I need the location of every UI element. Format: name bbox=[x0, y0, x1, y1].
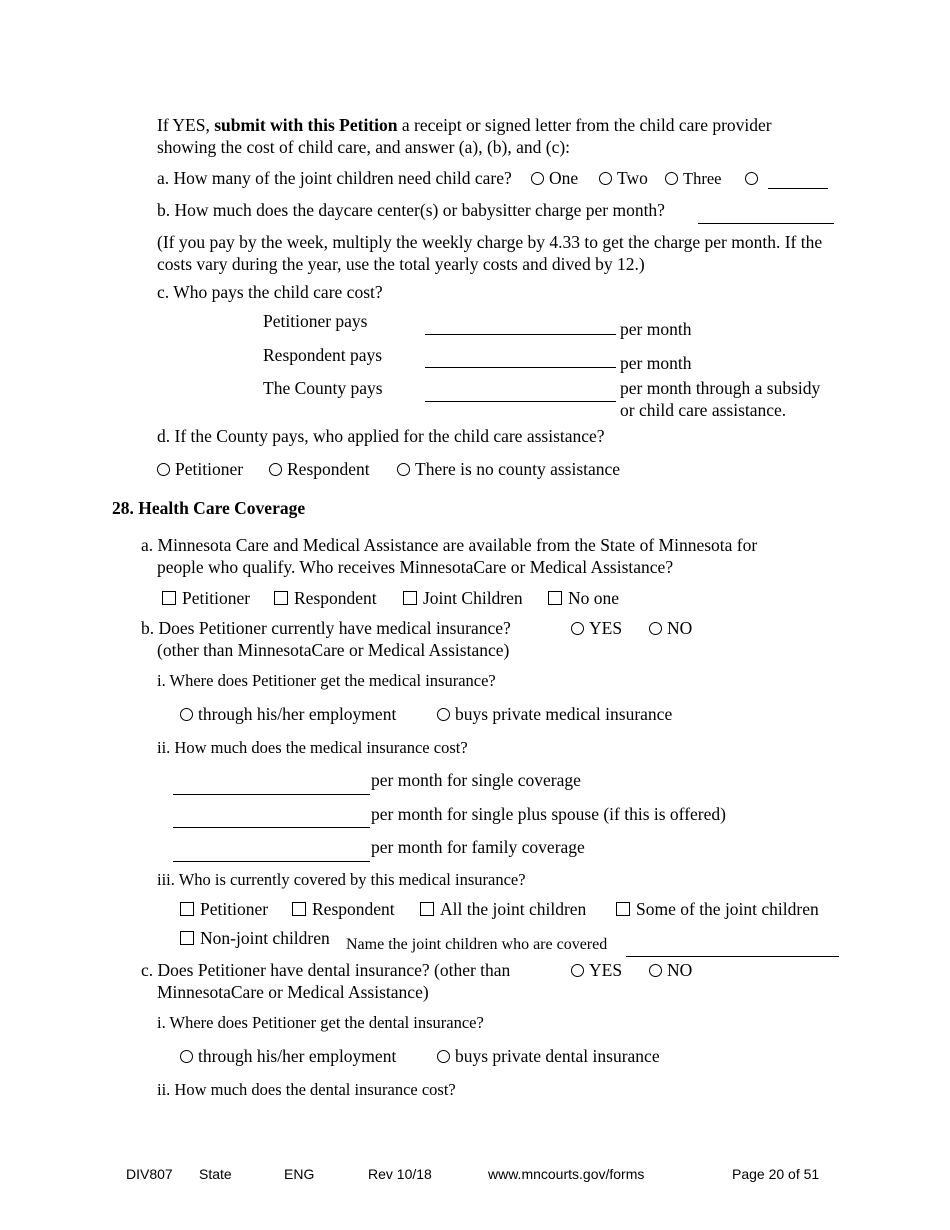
health-a-line-1: a. Minnesota Care and Medical Assistance are available from the State of Minnesota for bbox=[141, 535, 758, 555]
dental-ii-question: ii. How much does the dental insurance cost? bbox=[157, 1080, 456, 1099]
checkbox-covered-non-joint[interactable]: Non-joint children bbox=[180, 927, 330, 949]
county-pays-label: The County pays bbox=[263, 378, 383, 398]
radio-other[interactable] bbox=[745, 167, 763, 189]
dental-c-line-1: c. Does Petitioner have dental insurance? (other than bbox=[141, 960, 511, 980]
checkbox-icon bbox=[162, 591, 176, 605]
radio-circle-icon bbox=[180, 708, 193, 721]
radio-medical-employment[interactable]: through his/her employment bbox=[180, 703, 396, 725]
radio-circle-icon bbox=[599, 172, 612, 185]
health-b-line-2: (other than MinnesotaCare or Medical Assistance) bbox=[157, 640, 510, 660]
radio-dental-private[interactable]: buys private dental insurance bbox=[437, 1045, 660, 1067]
checkbox-icon bbox=[274, 591, 288, 605]
footer-form-number: DIV807 bbox=[126, 1166, 173, 1182]
medical-ii-question: ii. How much does the medical insurance cost? bbox=[157, 738, 468, 757]
medical-iii-question: iii. Who is currently covered by this medical insurance? bbox=[157, 870, 526, 889]
radio-circle-icon bbox=[157, 463, 170, 476]
single-coverage-label: per month for single coverage bbox=[371, 770, 581, 790]
petitioner-pays-field[interactable] bbox=[425, 334, 616, 335]
radio-circle-icon bbox=[437, 1050, 450, 1063]
petitioner-pays-label: Petitioner pays bbox=[263, 311, 368, 331]
checkbox-icon bbox=[548, 591, 562, 605]
question-d: d. If the County pays, who applied for the child care assistance? bbox=[157, 426, 605, 446]
radio-medical-no[interactable]: NO bbox=[649, 617, 692, 639]
question-a: a. How many of the joint children need child care? bbox=[157, 168, 512, 188]
health-a-line-2: people who qualify. Who receives MinnesotaCare or Medical Assistance? bbox=[157, 557, 674, 577]
checkbox-respondent-mncare[interactable]: Respondent bbox=[274, 587, 377, 609]
radio-circle-icon bbox=[397, 463, 410, 476]
checkbox-covered-petitioner[interactable]: Petitioner bbox=[180, 898, 268, 920]
family-coverage-field[interactable] bbox=[173, 861, 370, 862]
checkbox-icon bbox=[403, 591, 417, 605]
intro-line-1: If YES, submit with this Petition a receipt or signed letter from the child care provider bbox=[157, 115, 772, 135]
dental-i-question: i. Where does Petitioner get the dental insurance? bbox=[157, 1013, 484, 1032]
radio-one[interactable]: One bbox=[531, 167, 578, 189]
checkbox-icon bbox=[420, 902, 434, 916]
respondent-pays-field[interactable] bbox=[425, 367, 616, 368]
radio-medical-yes[interactable]: YES bbox=[571, 617, 622, 639]
dental-c-line-2: MinnesotaCare or Medical Assistance) bbox=[157, 982, 429, 1002]
checkbox-icon bbox=[180, 902, 194, 916]
radio-circle-icon bbox=[571, 964, 584, 977]
footer-state: State bbox=[199, 1166, 232, 1182]
radio-circle-icon bbox=[269, 463, 282, 476]
county-pays-field[interactable] bbox=[425, 401, 616, 402]
footer-language: ENG bbox=[284, 1166, 315, 1182]
footer-revision: Rev 10/18 bbox=[368, 1166, 432, 1182]
single-plus-spouse-field[interactable] bbox=[173, 827, 370, 828]
radio-two[interactable]: Two bbox=[599, 167, 648, 189]
radio-circle-icon bbox=[745, 172, 758, 185]
checkbox-covered-respondent[interactable]: Respondent bbox=[292, 898, 395, 920]
covered-children-label: Name the joint children who are covered bbox=[346, 936, 608, 953]
radio-three[interactable]: Three bbox=[665, 168, 721, 190]
other-count-field[interactable] bbox=[768, 188, 828, 189]
county-pays-suffix: per month through a subsidy bbox=[620, 378, 821, 398]
checkbox-icon bbox=[180, 931, 194, 945]
radio-circle-icon bbox=[437, 708, 450, 721]
single-coverage-field[interactable] bbox=[173, 794, 370, 795]
radio-circle-icon bbox=[180, 1050, 193, 1063]
family-coverage-label: per month for family coverage bbox=[371, 837, 585, 857]
checkbox-covered-some-joint[interactable]: Some of the joint children bbox=[616, 898, 819, 920]
radio-petitioner-applied[interactable]: Petitioner bbox=[157, 458, 243, 480]
footer-page-number: Page 20 of 51 bbox=[732, 1166, 820, 1182]
checkbox-joint-children-mncare[interactable]: Joint Children bbox=[403, 587, 523, 609]
respondent-pays-label: Respondent pays bbox=[263, 345, 383, 365]
question-c: c. Who pays the child care cost? bbox=[157, 282, 383, 302]
checkbox-covered-all-joint[interactable]: All the joint children bbox=[420, 898, 586, 920]
weekly-note-line-2: costs vary during the year, use the total yearly costs and dived by 12.) bbox=[157, 254, 645, 274]
respondent-pays-suffix: per month bbox=[620, 353, 692, 373]
intro-line-2: showing the cost of child care, and answer (a), (b), and (c): bbox=[157, 137, 571, 157]
section-28-heading: 28. Health Care Coverage bbox=[112, 498, 306, 518]
footer-url[interactable]: www.mncourts.gov/forms bbox=[488, 1166, 645, 1182]
checkbox-icon bbox=[616, 902, 630, 916]
daycare-charge-field[interactable] bbox=[698, 223, 834, 224]
radio-medical-private[interactable]: buys private medical insurance bbox=[437, 703, 672, 725]
radio-dental-employment[interactable]: through his/her employment bbox=[180, 1045, 396, 1067]
radio-dental-no[interactable]: NO bbox=[649, 959, 692, 981]
checkbox-icon bbox=[292, 902, 306, 916]
weekly-note-line-1: (If you pay by the week, multiply the weekly charge by 4.33 to get the charge per month. If the bbox=[157, 232, 823, 252]
intro-emphasis: submit with this Petition bbox=[214, 115, 398, 135]
radio-no-county-assistance[interactable]: There is no county assistance bbox=[397, 458, 620, 480]
radio-dental-yes[interactable]: YES bbox=[571, 959, 622, 981]
radio-circle-icon bbox=[649, 622, 662, 635]
petitioner-pays-suffix: per month bbox=[620, 319, 692, 339]
radio-circle-icon bbox=[571, 622, 584, 635]
covered-children-field[interactable] bbox=[626, 956, 839, 957]
county-pays-suffix-2: or child care assistance. bbox=[620, 400, 787, 420]
question-b: b. How much does the daycare center(s) or babysitter charge per month? bbox=[157, 200, 665, 220]
checkbox-petitioner-mncare[interactable]: Petitioner bbox=[162, 587, 250, 609]
radio-circle-icon bbox=[531, 172, 544, 185]
single-plus-spouse-label: per month for single plus spouse (if this is offered) bbox=[371, 804, 726, 824]
radio-respondent-applied[interactable]: Respondent bbox=[269, 458, 370, 480]
medical-i-question: i. Where does Petitioner get the medical insurance? bbox=[157, 671, 496, 690]
checkbox-no-one-mncare[interactable]: No one bbox=[548, 587, 619, 609]
radio-circle-icon bbox=[649, 964, 662, 977]
health-b-line-1: b. Does Petitioner currently have medical insurance? bbox=[141, 618, 511, 638]
radio-circle-icon bbox=[665, 172, 678, 185]
